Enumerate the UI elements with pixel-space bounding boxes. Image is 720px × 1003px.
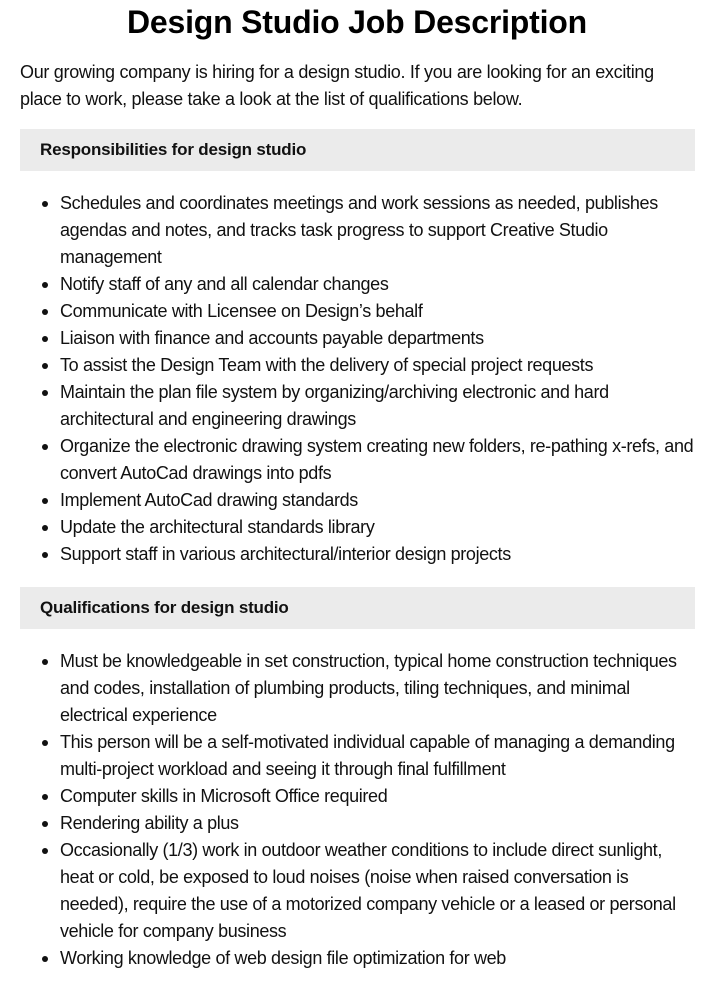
list-item-text: Computer skills in Microsoft Office required [60, 786, 388, 806]
list-item [20, 541, 700, 568]
list-item-text: Rendering ability a plus [60, 813, 239, 833]
list-item [20, 298, 700, 325]
list-item-text: Update the architectural standards library [60, 517, 375, 537]
list-item-text: Organize the electronic drawing system creating new folders, re-pathing x-refs, and convert AutoCad drawings into pdfs [60, 436, 694, 483]
bullet-icon [42, 363, 48, 369]
bullet-icon [42, 309, 48, 315]
list-item [20, 487, 700, 514]
list-item [20, 810, 700, 837]
list-item-text: Occasionally (1/3) work in outdoor weather conditions to include direct sunlight, heat or cold, be exposed to loud noises (noise when raised conversation is needed), require the use of a motorized company vehicle or a leased or personal vehicle for company business [60, 840, 676, 941]
intro-paragraph: Our growing company is hiring for a design studio. If you are looking for an exciting place to work, please take a look at the list of qualifications below. [20, 62, 654, 109]
bullet-icon [42, 821, 48, 827]
list-item-text: Maintain the plan file system by organizing/archiving electronic and hard architectural and engineering drawings [60, 382, 609, 429]
list-item-text: To assist the Design Team with the delivery of special project requests [60, 355, 594, 375]
bullet-icon [42, 444, 48, 450]
bullet-icon [42, 282, 48, 288]
list-item-text: Working knowledge of web design file optimization for web [60, 948, 506, 968]
responsibilities-heading: Responsibilities for design studio [20, 129, 695, 171]
list-item-text: Notify staff of any and all calendar changes [60, 274, 389, 294]
list-item-text: Schedules and coordinates meetings and work sessions as needed, publishes agendas and notes, and tracks task progress to support Creative Studio management [60, 193, 658, 267]
qualifications-list [20, 648, 700, 972]
list-item-text: Communicate with Licensee on Design’s behalf [60, 301, 423, 321]
responsibilities-list [20, 190, 700, 568]
qualifications-heading: Qualifications for design studio [20, 587, 695, 629]
bullet-icon [42, 201, 48, 207]
list-item [20, 945, 700, 972]
list-item [20, 837, 700, 945]
list-item [20, 325, 700, 352]
bullet-icon [42, 498, 48, 504]
bullet-icon [42, 740, 48, 746]
bullet-icon [42, 390, 48, 396]
bullet-icon [42, 956, 48, 962]
page-title: Design Studio Job Description [126, 4, 587, 40]
list-item [20, 648, 700, 729]
list-item [20, 783, 700, 810]
bullet-icon [42, 525, 48, 531]
bullet-icon [42, 552, 48, 558]
list-item [20, 352, 700, 379]
list-item [20, 729, 700, 783]
list-item-text: This person will be a self-motivated individual capable of managing a demanding multi-project workload and seeing it through final fulfillment [60, 732, 675, 779]
bullet-icon [42, 336, 48, 342]
bullet-icon [42, 848, 48, 854]
list-item-text: Implement AutoCad drawing standards [60, 490, 358, 510]
bullet-icon [42, 659, 48, 665]
list-item [20, 514, 700, 541]
list-item [20, 190, 700, 271]
list-item [20, 379, 700, 433]
list-item [20, 271, 700, 298]
list-item-text: Liaison with finance and accounts payable departments [60, 328, 484, 348]
bullet-icon [42, 794, 48, 800]
list-item [20, 433, 700, 487]
list-item-text: Support staff in various architectural/interior design projects [60, 544, 511, 564]
list-item-text: Must be knowledgeable in set construction, typical home construction techniques and codes, installation of plumbing products, tiling techniques, and minimal electrical experience [60, 651, 677, 725]
